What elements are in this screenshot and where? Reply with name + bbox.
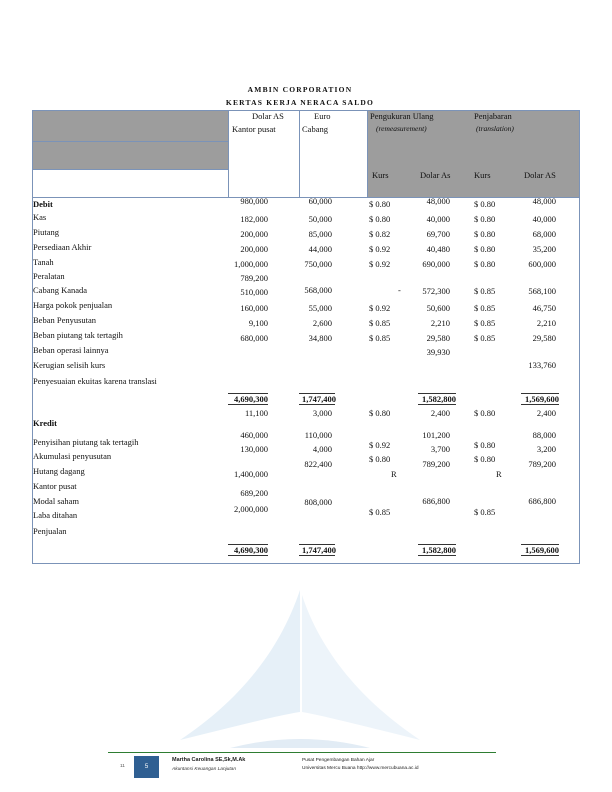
cell: 29,580 <box>426 333 450 343</box>
footer-course: Akuntansi Keuangan Lanjutan <box>172 767 237 772</box>
cell: 110,000 <box>304 430 332 440</box>
cell: 822,400 <box>304 459 332 469</box>
cell: $ 0.85 <box>369 318 391 328</box>
cell: 40,000 <box>426 214 450 224</box>
cell: $ 0.80 <box>474 454 496 464</box>
row-label: Penyesuaian ekuitas karena translasi <box>33 376 157 386</box>
cell: $ 0.85 <box>474 303 496 313</box>
cell: 130,000 <box>240 444 268 454</box>
cell: 46,750 <box>532 303 556 313</box>
total-cell: 4,690,300 <box>234 545 268 555</box>
cell: 686,800 <box>528 496 556 506</box>
cell: $ 0.85 <box>474 318 496 328</box>
cell: 69,700 <box>426 229 450 239</box>
cell: 980,000 <box>240 196 268 206</box>
cell: 4,000 <box>312 444 332 454</box>
row-label: Hutang dagang <box>33 466 85 476</box>
cell: 40,480 <box>426 244 450 254</box>
row-label: Beban piutang tak tertagih <box>33 330 123 340</box>
cell: 572,300 <box>422 286 450 296</box>
row-label: Piutang <box>33 227 59 237</box>
cell: 88,000 <box>532 430 556 440</box>
cell: $ 0.92 <box>369 259 391 269</box>
row-label: Tanah <box>33 257 54 267</box>
cell: 1,000,000 <box>234 259 268 269</box>
row-label: Beban Penyusutan <box>33 315 97 325</box>
cell: 568,100 <box>528 286 556 296</box>
sail-watermark <box>170 580 430 750</box>
row-label: Laba ditahan <box>33 510 78 520</box>
footer-page-left: 11 <box>120 764 125 769</box>
footer-author: Martha Carolina SE,Sk,M.Ak <box>172 757 246 763</box>
cell: 85,000 <box>308 229 332 239</box>
cell: 133,760 <box>528 360 556 370</box>
cell: R <box>496 469 502 479</box>
cell: 39,930 <box>426 347 450 357</box>
header-kurs-2: Kurs <box>474 170 491 180</box>
cell: 160,000 <box>240 303 268 313</box>
header-dolar-as-2: Dolar AS <box>524 170 556 180</box>
cell: 48,000 <box>426 196 450 206</box>
document-title: AMBIN CORPORATION <box>247 85 353 94</box>
header-cabang: Cabang <box>302 124 328 134</box>
cell: 40,000 <box>532 214 556 224</box>
total-cell: 1,747,400 <box>302 394 336 404</box>
cell: $ 0.85 <box>369 333 391 343</box>
row-label: Beban operasi lainnya <box>33 345 109 355</box>
total-cell: 1,747,400 <box>302 545 336 555</box>
cell: 600,000 <box>528 259 556 269</box>
cell: 686,800 <box>422 496 450 506</box>
cell: $ 0.80 <box>369 199 391 209</box>
header-pengukuran-ulang: Pengukuran Ulang <box>370 111 434 121</box>
cell: $ 0.85 <box>474 507 496 517</box>
cell: $ 0.80 <box>474 440 496 450</box>
cell: $ 0.80 <box>369 214 391 224</box>
cell: 50,000 <box>308 214 332 224</box>
header-penjabaran: Penjabaran <box>474 111 512 121</box>
row-label: Peralatan <box>33 271 65 281</box>
row-label: Penyisihan piutang tak tertagih <box>33 437 139 447</box>
row-label: Kantor pusat <box>33 481 77 491</box>
cell: 680,000 <box>240 333 268 343</box>
cell: $ 0.85 <box>369 507 391 517</box>
cell: R <box>391 469 397 479</box>
cell: 3,000 <box>312 408 332 418</box>
cell: 460,000 <box>240 430 268 440</box>
debit-label: Debit <box>33 199 53 209</box>
cell: 789,200 <box>240 273 268 283</box>
page-number-badge: 5 <box>134 756 159 778</box>
cell: 2,400 <box>430 408 450 418</box>
cell: $ 0.85 <box>474 333 496 343</box>
cell: 3,700 <box>430 444 450 454</box>
cell: $ 0.92 <box>369 244 391 254</box>
cell: $ 0.80 <box>369 454 391 464</box>
cell: 34,800 <box>308 333 332 343</box>
header-translation: (translation) <box>476 124 514 133</box>
cell: 690,000 <box>422 259 450 269</box>
cell: 2,210 <box>430 318 450 328</box>
cell: 568,000 <box>304 285 332 295</box>
footer-program: Pusat Pengembangan Bahan Ajar <box>302 758 375 763</box>
cell: 789,200 <box>528 459 556 469</box>
footer-rule <box>108 752 496 753</box>
kredit-label: Kredit <box>33 418 57 428</box>
cell: 3,200 <box>536 444 556 454</box>
cell: 11,100 <box>244 408 268 418</box>
cell: 2,400 <box>536 408 556 418</box>
document-subtitle: KERTAS KERJA NERACA SALDO <box>225 98 375 107</box>
cell: 200,000 <box>240 229 268 239</box>
cell: $ 0.80 <box>474 199 496 209</box>
header-euro: Euro <box>314 111 331 121</box>
cell: 689,200 <box>240 488 268 498</box>
cell: - <box>398 285 401 295</box>
cell: 44,000 <box>308 244 332 254</box>
cell: 789,200 <box>422 459 450 469</box>
row-label: Kas <box>33 212 47 222</box>
header-dolar-as: Dolar AS <box>252 111 284 121</box>
header-kantor-pusat: Kantor pusat <box>232 124 276 134</box>
cell: 2,000,000 <box>234 504 268 514</box>
cell: 510,000 <box>240 287 268 297</box>
header-dolar-as-1: Dolar As <box>420 170 451 180</box>
footer-university[interactable]: Universitas Mercu Buana http://www.mercubuana.ac.id <box>302 766 419 771</box>
cell: $ 0.80 <box>369 408 391 418</box>
cell: $ 0.80 <box>474 259 496 269</box>
total-cell: 1,569,600 <box>525 394 559 404</box>
cell: 48,000 <box>532 196 556 206</box>
cell: $ 0.85 <box>474 286 496 296</box>
cell: $ 0.80 <box>474 244 496 254</box>
cell: $ 0.80 <box>474 229 496 239</box>
row-label: Kerugian selisih kurs <box>33 360 106 370</box>
row-label: Harga pokok penjualan <box>33 300 113 310</box>
header-remeasurement: (remeasurement) <box>376 124 427 133</box>
total-cell: 4,690,300 <box>234 394 268 404</box>
cell: $ 0.82 <box>369 229 391 239</box>
cell: $ 0.80 <box>474 214 496 224</box>
cell: 68,000 <box>532 229 556 239</box>
cell: 60,000 <box>308 196 332 206</box>
cell: 9,100 <box>248 318 268 328</box>
cell: 35,200 <box>532 244 556 254</box>
cell: 182,000 <box>240 214 268 224</box>
total-cell: 1,569,600 <box>525 545 559 555</box>
row-label: Modal saham <box>33 496 80 506</box>
cell: 101,200 <box>422 430 450 440</box>
row-label: Persediaan Akhir <box>33 242 92 252</box>
cell: $ 0.92 <box>369 303 391 313</box>
cell: 2,210 <box>536 318 556 328</box>
cell: 808,000 <box>304 497 332 507</box>
total-cell: 1,582,800 <box>422 394 456 404</box>
cell: $ 0.92 <box>369 440 391 450</box>
header-kurs-1: Kurs <box>372 170 389 180</box>
cell: 2,600 <box>312 318 332 328</box>
cell: 29,580 <box>532 333 556 343</box>
row-label: Penjualan <box>33 526 67 536</box>
cell: 55,000 <box>308 303 332 313</box>
cell: 50,600 <box>426 303 450 313</box>
cell: 1,400,000 <box>234 469 268 479</box>
cell: 750,000 <box>304 259 332 269</box>
cell: 200,000 <box>240 244 268 254</box>
cell: $ 0.80 <box>474 408 496 418</box>
row-label: Akumulasi penyusutan <box>33 451 112 461</box>
total-cell: 1,582,800 <box>422 545 456 555</box>
row-label: Cabang Kanada <box>33 285 88 295</box>
